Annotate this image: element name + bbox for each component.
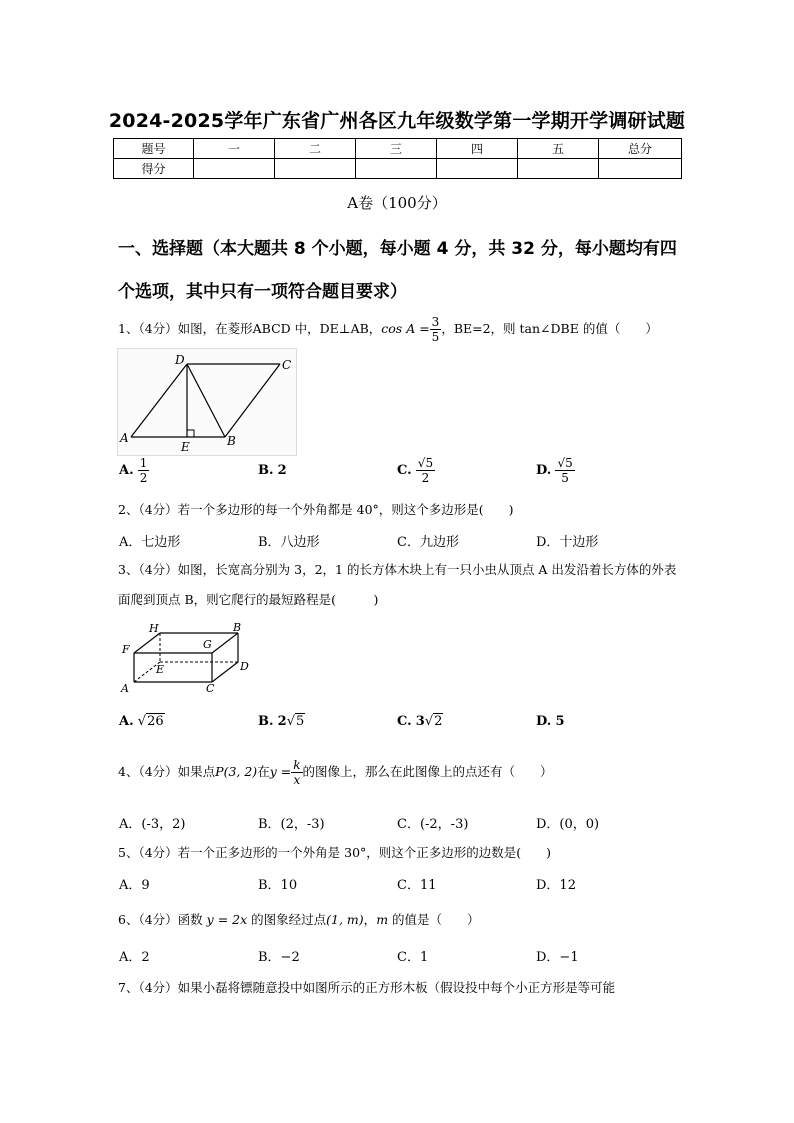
score-cell [356, 159, 437, 179]
question-text: 如图，在菱形ABCD 中，DE⊥AB， [177, 321, 382, 336]
fraction-numerator: √5 [417, 456, 434, 470]
option-value: 2 [277, 463, 287, 478]
question-number: 7、 [118, 980, 139, 995]
question-score: （4分） [138, 764, 178, 779]
cos-expression: cos A = [381, 321, 430, 336]
option-a: A．(-3，2) [119, 817, 186, 832]
score-cell [599, 159, 682, 179]
vertex-label-h: H [149, 622, 159, 635]
score-header-cell: 题号 [114, 139, 194, 159]
option-letter: D. [536, 463, 552, 478]
fraction-denominator: 2 [139, 471, 148, 485]
question-score: （4分） [138, 502, 178, 517]
score-cell [275, 159, 356, 179]
question-1 [118, 315, 658, 344]
option-letter: C. [397, 463, 412, 478]
option-d [536, 456, 575, 485]
question-text: 如图，长宽高分别为 3，2，1 的长方体木块上有一只小虫从顶点 A 出发沿着长方体的外表面爬到顶点 B，则它爬行的最短路程是( ) [118, 562, 677, 607]
score-row-label: 得分 [114, 159, 194, 179]
option-b: B．八边形 [258, 535, 320, 550]
score-cell [437, 159, 518, 179]
question-3 [118, 555, 680, 615]
radicand: 2 [434, 714, 443, 729]
radicand: 26 [147, 714, 164, 729]
option-a: A. √26 [119, 714, 164, 729]
coefficient: 2 [277, 714, 287, 729]
question-number: 5、 [118, 845, 139, 860]
option-a [119, 456, 149, 485]
question-4 [118, 758, 553, 787]
option-a: A．9 [119, 878, 150, 893]
vertex-label-a: A [120, 431, 129, 445]
point-expression: P(3, 2) [215, 764, 258, 779]
vertex-label-d: D [240, 660, 249, 673]
question-6 [118, 910, 480, 928]
score-table-header-row [114, 139, 682, 159]
fraction-numerator: k [293, 758, 301, 772]
rhombus-figure [117, 348, 297, 456]
option-letter: C. [397, 714, 412, 729]
option-value: 5 [555, 714, 565, 729]
score-cell [518, 159, 599, 179]
question-score: （4分） [138, 845, 178, 860]
question-5 [118, 843, 551, 861]
vertex-label-a: A [121, 682, 129, 695]
function-expression: y = [269, 764, 292, 779]
fraction-denominator: 5 [561, 471, 569, 485]
option-c: C．九边形 [397, 535, 459, 550]
vertex-label-b: B [227, 434, 236, 448]
question-score: （4分） [138, 912, 178, 927]
option-c: C．1 [397, 950, 429, 965]
option-letter: B. [258, 714, 274, 729]
option-b [258, 463, 287, 478]
coefficient: 3 [415, 714, 425, 729]
vertex-label-d: D [175, 353, 185, 367]
option-letter: B. [258, 463, 274, 478]
option-b: B．(2，-3) [258, 817, 325, 832]
option-b: B. 2√5 [258, 714, 305, 729]
vertex-label-c: C [282, 358, 292, 372]
fraction [291, 758, 302, 787]
option-c [397, 456, 435, 485]
option-d: D．(0，0) [536, 817, 600, 832]
option-letter: A. [119, 714, 134, 729]
question-text: 如果小磊将镖随意投中如图所示的正方形木板（假设投中每个小正方形是等可能 [177, 980, 616, 995]
function-expression: y = 2x [206, 912, 248, 927]
option-c: C．(-2，-3) [397, 817, 469, 832]
option-c: C. 3√2 [397, 714, 443, 729]
fraction-numerator: 3 [431, 315, 440, 329]
fraction [430, 315, 442, 344]
score-header-cell: 总分 [599, 139, 682, 159]
question-text: 函数 [177, 912, 203, 927]
fraction [416, 456, 435, 485]
fraction-denominator: x [293, 773, 301, 787]
fraction [555, 456, 574, 485]
vertex-label-b: B [233, 621, 242, 634]
question-number: 2、 [118, 502, 139, 517]
question-text: 的图象经过点 [251, 912, 327, 927]
question-score: （4分） [138, 980, 178, 995]
option-a: A．七边形 [119, 535, 181, 550]
variable: m [376, 912, 389, 927]
option-b: B．10 [258, 878, 298, 893]
fraction-numerator: √5 [557, 456, 573, 470]
question-number: 6、 [118, 912, 139, 927]
option-d: D．−1 [536, 950, 579, 965]
score-header-cell: 四 [437, 139, 518, 159]
vertex-label-f: F [122, 643, 130, 656]
question-text: 在 [257, 764, 270, 779]
option-a: A．2 [119, 950, 150, 965]
option-b: B．−2 [258, 950, 300, 965]
question-text: 若一个正多边形的一个外角是 30°，则这个正多边形的边数是( ) [177, 845, 552, 860]
question-score: （4分） [138, 562, 178, 577]
page-title: 2024-2025学年广东省广州各区九年级数学第一学期开学调研试题 [108, 110, 686, 132]
score-header-cell: 二 [275, 139, 356, 159]
vertex-label-g: G [203, 638, 212, 651]
question-text: ， [363, 912, 377, 927]
fraction-denominator: 5 [431, 330, 440, 344]
question-text: 若一个多边形的每一个外角都是 40°，则这个多边形是( ) [177, 502, 514, 517]
option-letter: A. [119, 463, 134, 478]
question-text: 的值是（ ） [392, 912, 480, 927]
cuboid-figure [117, 620, 257, 698]
option-d: D．12 [536, 878, 576, 893]
section-heading: 一、选择题（本大题共 8 个小题，每小题 4 分，共 32 分，每小题均有四个选项，其中只有一项符合题目要求） [118, 239, 677, 302]
vertex-label-e: E [181, 440, 190, 454]
fraction-denominator: 2 [421, 471, 430, 485]
question-2 [118, 500, 514, 518]
option-d [536, 714, 565, 729]
fraction [138, 456, 150, 485]
question-text: 的图像上，那么在此图像上的点还有（ ） [302, 764, 553, 779]
score-cell [194, 159, 275, 179]
option-c: C．11 [397, 878, 437, 893]
fraction-numerator: 1 [139, 456, 148, 470]
score-header-cell: 五 [518, 139, 599, 159]
vertex-label-c: C [206, 682, 215, 695]
score-header-cell: 一 [194, 139, 275, 159]
question-number: 3、 [118, 562, 139, 577]
question-number: 1、 [118, 321, 139, 336]
score-table-score-row [114, 159, 682, 179]
radicand: 5 [296, 714, 305, 729]
point-expression: (1, m) [326, 912, 364, 927]
question-score: （4分） [138, 321, 178, 336]
question-number: 4、 [118, 764, 139, 779]
score-table [113, 138, 682, 179]
question-7 [118, 978, 615, 996]
option-letter: D. [536, 714, 552, 729]
question-text: ，BE=2，则 tan∠DBE 的值（ ） [441, 321, 658, 336]
volume-title: A卷（100分） [347, 194, 447, 212]
option-d: D．十边形 [536, 535, 599, 550]
question-text: 如果点 [177, 764, 216, 779]
score-header-cell: 三 [356, 139, 437, 159]
vertex-label-e: E [156, 663, 165, 676]
